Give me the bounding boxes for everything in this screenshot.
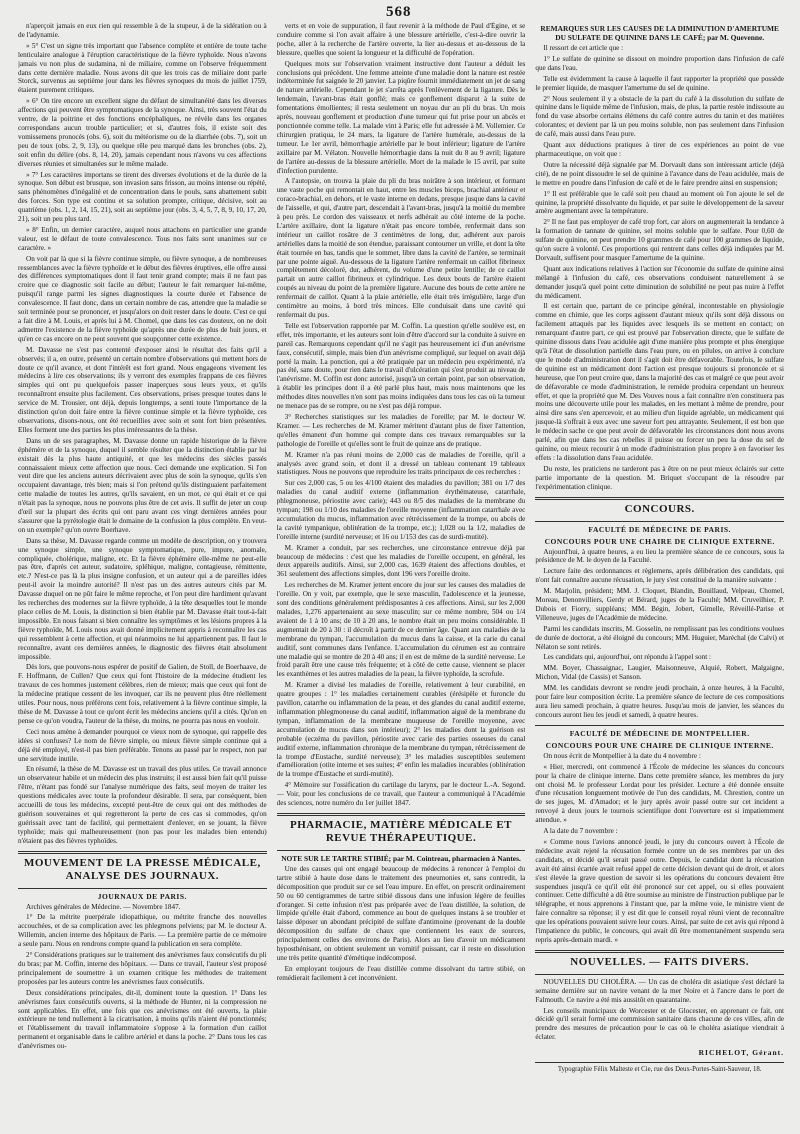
section-divider — [18, 888, 267, 889]
montpellier-concours-subheading: CONCOURS POUR UNE CHAIRE DE CLINIQUE INTERNE. — [545, 740, 774, 750]
section-divider — [535, 725, 784, 726]
paragraph: Les conseils municipaux de Worcester et de Glocester, en apprenant ce fait, ont décidé qu'il serait formé une commission sanitaire dans chacune de ces villes, afin de prendre des mesures de précaution pour le cas où le choléra asiatique viendrait à éclater. — [535, 1006, 785, 1042]
paragraph: M. Marjolin, président; MM. J. Cloquet, Blandin, Bouillaud, Velpeau, Chomel, Moreau, Denonvilliers, Gerdy et Bérard, juges de la Faculté; MM. Cruveilhier, P. Dubois et Fiorry, suppléans; MM. Bégin, Jobert, Gimelle, Réveillé-Parise et Villeneuve, juges de l'Académie de médecine. — [535, 587, 785, 622]
paragraph: En résumé, la thèse de M. Davasse est un travail des plus utiles. Ce travail annonce un observateur habile et un médecin des plus instruits; il est aussi bien fait qu'il puisse l'être, n'étant pas fondé sur l'analyse numérique des faits, seul moyen de traiter les questions médicales avec toute la profondeur désirable. Il sera, par conséquent, bien accueilli de tous les médecins, excepté peut-être de ceux qui ont des méthodes de guérison souveraines et qui regretteront la perte de ces cas si commodes, qu'on guérissait avec tant de facilité, qui permettaient d'enlever, en se jouant, la fièvre typhoïde; mais qui malheureusement (non pas pour les malades bien entendu) n'étaient pas des fièvres typhoïdes. — [18, 765, 267, 845]
left-column — [18, 22, 267, 1073]
paragraph: Du reste, les praticiens ne tarderont pas à être on ne peut mieux éclairés sur cette partie importante de la question. M. Briquet s'occupant de la résoudre par l'expérimentation clinique. — [535, 464, 785, 491]
section-divider — [535, 974, 784, 975]
paragraph: 2° Nous seulement il y a obstacle de la part du café à la dissolution du sulfate de quinine dans le liquide même de l'infusion, mais, de plus, la partie restée indissoute au fond du vase absorbe certains élémens du café contre autres du tanin et des matières colorantes; et devient par là un peu moins soluble, non pas seulement dans l'infusion de café, mais aussi dans l'eau pure. — [535, 94, 785, 139]
paragraph: En employant toujours de l'eau distillée comme dissolvant du tartre stibié, on remédierait facilement à cet inconvénient. — [276, 964, 526, 982]
section-divider — [277, 850, 526, 851]
paragraph: 3° Recherches statistiques sur les maladies de l'oreille; par M. le docteur W. Kramer. — Les recherches de M. Kramer méritent d'autant plus de fixer l'attention, qu'elles émanent d'un homme qui compte dans ces travaux remarquables sur la pathologie de l'oreille et qu'elles sont le fruit de quinze ans de pratique. — [276, 412, 526, 448]
paragraph: Lecture faite des ordonnances et règlemens, après délibération des candidats, qui n'ont fait connaître aucune récusation, le jury s'est constitué de la manière suivante : — [535, 567, 785, 585]
paragraph: 1° Le sulfate de quinine se dissout en moindre proportion dans l'infusion de café que dans l'eau. — [535, 54, 785, 72]
paragraph: 4° Mémoire sur l'ossification du cartilage du larynx, par le docteur L.-A. Segond. — Voir, pour les conclusions de ce travail, que l'auteur a communiqué à l'Académie des sciences, notre numéro du 1er juillet 1847. — [276, 781, 526, 808]
paragraph: Il est certain que, partant de ce principe général, incontestable en physiologie comme en chimie, que les corps agissent d'autant mieux qu'ils sont déjà dissous ou facilement attaqués par les liquides avec lesquels ils se mettent en contact; on remarquant d'autre part, ce qui est prouvé par l'observation directe, que le sulfate de quinine dissous dans l'eau acidulée agit d'une manière plus prompte et plus énergique qu'à l'état de dissolution partielle dans l'eau pure, ou en pilules, on arrive à conclure que le mode d'administration dont il s'agit doit être défavorable. Toutefois, le sulfate de quinine est un médicament dont l'action est presque toujours si prononcée et si heureuse, que l'on peut croire que, dans la majorité des cas et malgré ce que peut avoir de défavorable ce mode d'administration, le remède produira cependant un heureux effet, et que la propriété que M. Des Vouves nous a fait connaître n'en constituera pas moins une découverte utile pour les malades, en les mettant à même de prendre, pour ainsi dire sans s'en apercevoir, et au milieu d'un liquide agréable, un médicament qui jusque-là s'offrait à eux avec une saveur fort peu attrayante. Seulement, il est bon que le médecin sache ce que peut avoir de défavorable les circonstances dont nous avons parlé, afin que dans les cas rebelles il puisse ou forcer un peu la dose du sel de quinine, ou mieux recourir à un mode d'administration plus propre à en favoriser les effets : la dissolution dans l'eau acidulée. — [535, 302, 785, 462]
paragraph: A la date du 7 novembre : — [543, 827, 618, 836]
paragraph: Ceci nous amène à demander pourquoi ce vieux nom de synoque, qui rappelle des idées si confuses? Le nom de fièvre simple, ou mieux fièvre simple continue qui a déjà été employé, n'est-il pas bien préférable. Tenons au passé par le respect, non par une servitude inutile. — [18, 727, 267, 763]
section-title-nouvelles: NOUVELLES. — FAITS DIVERS. — [570, 955, 750, 968]
paragraph: » 6° On tire encore un excellent signe du défaut de simultanéité dans les diverses affections qui peuvent être symptomatiques de la synoque. Ainsi, très souvent l'état du ventre, de la poitrine et des fonctions encéphaliques, ne révèle dans les organes correspondans aucun trouble particulier; et si, d'autres fois, il existe soit des vomissemens pronocés (obs. 6), soit du météorisme ou de la diarrhée (obs. 7), soit un peu de toux (obs. 2, 9, 13), ou quelque rêle peu marqué dans les bronches (obs. 2), soit enfin du délire (obs. 8, 14, 20), jamais cependant nous n'avons vu ces affections diverses réunies et simultanées sur le même malade. — [18, 97, 267, 168]
paragraph: Outre la nécessité déjà signalée par M. Dorvault dans son intéressant article (déjà cité), de ne point dissoudre le sel de quinine à l'avance dans de l'eau acidulée, mais de le mettre en poudre dans l'infusion de café et de le faire prendre ainsi en suspension; — [535, 160, 785, 187]
paragraph: MM. les candidats devront se rendre jeudi prochain, à onze heures, à la Faculté, pour faire leur composition écrite. La première séance de lecture de ces compositions aura lieu samedi prochain, à quatre heures. Jusqu'au mois de janvier, les séances du concours auront lieu les jeudi et samedi, à quatre heures. — [535, 684, 785, 719]
columns — [18, 22, 784, 1073]
paragraph: verts et en voie de suppuration, il faut revenir à la méthode de Paul d'Égine, et se conduire comme si l'on avait affaire à une blessure artérielle, c'est-à-dire ouvrir la poche, aller à la recherche de l'artère ouverte, la lier au-dessus et au-dessous de la blessure, quelles que soient la longueur et la difficulté de l'opération. — [276, 22, 526, 57]
paragraph: 2° Considérations pratiques sur le traitement des anévrismes faux consécutifs du pli du bras; par M. Coffin, interne des hôpitaux. — Dans ce travail, l'auteur s'est proposé principalement de soumettre à un examen critique les méthodes de traitement proposées par les auteurs contre les anévrismes faux consécutifs. — [18, 951, 267, 986]
paragraph: Deux considérations principales, dit-il, dominent toute la question. 1° Dans les anévrismes faux consécutifs ouverts, si la méthode de Hunter, ni la compression ne sont applicables. En effet, une fois que ces anévrismes ont été ouverts, la plaie extérieure ne tend nullement à la cicatrisation, à moins qu'ils n'aient été ponctionnés; et l'établissement du travail inflammatoire s'oppose à la formation d'un caillot permanent et organisable dans le calibre artériel et dans la poche. 2° Dans tous les cas d'anévrismes ou- — [18, 988, 267, 1051]
journaux-heading: JOURNAUX DE PARIS. — [97, 891, 187, 901]
paragraph: Les candidats qui, aujourd'hui, ont répondu à l'appel sont : — [543, 653, 712, 662]
section-divider — [18, 851, 267, 854]
paragraph: Les recherches de M. Kramer jettent encore du jour sur les causes des maladies de l'oreille. On y voit, par exemple, que le sexe masculin, l'adolescence et la jeunesse, sont des conditions généralement prédisposantes à ces affections. Ainsi, sur les 2,000 malades, 1,276 appartenaient au sexe masculin; sur ce même nombre, 504 ou 1/4 avaient de 1 à 10 ans; de 10 à 20 ans, le nombre était un peu moins considérable. Il augmentait de 20 à 30 : il décroît à partir de ce dernier âge. Quant aux maladies de la membrane du tympan, l'accumulation du mucus dans la caisse, et la carie du canal auditif, sont communes dans l'enfance. L'accumulation du cérumen est au contraire une maladie qui se montre de 20 à 40 ans; il en est de même de la surdité nerveuse. Le froid paraît être une cause très fréquente; et à côté de cette cause, viennent se placer les exanthèmes et les autres maladies de la peau, la fièvre typhoïde, la scrofule. — [276, 581, 526, 679]
archives-heading: Archives générales de Médecine. — Novembre 1847. — [26, 902, 181, 911]
paragraph: » 8° Enfin, un dernier caractère, auquel nous attachons en particulier une grande valeur, est le défaut de toute convalescence. Tous nos faits sont unanimes sur ce caractère. » — [18, 225, 267, 252]
paragraph: 1° Il est préférable que le café soit peu chaud au moment où l'on ajoute le sel de quinine, la propriété dissolvante du liquide, et par suite le développement de la saveur amère augmentant avec la température. — [535, 189, 785, 216]
paragraph: Quelques mots sur l'observation vraiment instructive dont l'auteur a déduit les conclusions qui précèdent. Une femme atteinte d'une maladie dont la nature est restée indéterminée fut saignée le 20 janvier. La piqûre fournit immédiatement un jet de sang de nature artérielle. Cependant le jet s'arrêta après l'enlèvement de la ligature. Dès le lendemain, l'avant-bras était gonflé; mais ce gonflement disparut à la suite de fomentations émollientes; il resta seulement un noyau dur au pli du bras. Un mois après, nouveau gonflement et production d'une tumeur qui fut prise pour un abcès et ponctionnée comme telle. La malade vint à Paris; elle fut adressée à M. Vollemier. Ce chirurgien pratiqua, le 24 mars, la ligature de l'artère humérale, au-dessus de la tumeur. Le 1er avril, hémorrhagie artérielle par le bout inférieur; ligature de l'artère axillaire par M. Vélaton. Nouvelle hémorrhagie dans la nuit du 8 au 9 avril; ligature de l'artère au-dessus de la blessure artérielle. Mort de la malade le 15 avril, par suite d'infection purulente. — [276, 59, 526, 175]
paragraph: NOUVELLES DU CHOLÉRA. — Un cas de choléra dit asiatique s'est déclaré la semaine dernière sur un navire venant de la mer Noire et à l'ancre dans le port de Falmouth. Ce navire a été mis aussitôt en quarantaine. — [535, 977, 785, 1004]
paragraph: Il ressort de cet article que : — [543, 44, 624, 52]
paragraph: M. Kramer a conduit, par ses recherches, une circonstance entrevue déjà par beaucoup de médecins : c'est que les maladies de l'oreille occupent, en général, les deux appareils auditifs. Ainsi, sur 2,000 cas, 1639 étaient des affections doubles, et 361 seulement des affections simples, dont 196 vers l'oreille droite. — [276, 543, 526, 579]
left-paragraphs — [18, 22, 267, 846]
paragraph: n'aperçoit jamais en eux rien qui ressemble à de la stupeur, à de la sidération ou à de l'adynamie. — [18, 22, 267, 39]
paragraph: « Comme nous l'avions annoncé jeudi, le jury du concours ouvert à l'École de médecine avait rejeté la récusation formée contre un de ses membres par un des candidats, et décidé qu'il serait passé outre. Depuis, le candidat dont la récusation avait été ainsi écartée avait refusé appel de cette décision devant qui de droit, et alors s'est élevée la grave question de savoir si les opérations du concours devaient être suspendues jusqu'à ce qu'il eût été prononcé sur cet appel, ou si elles pouvaient continuer. Cette difficulté a dû être soumise au ministre de l'instruction publique par le télégraphe, et nous apprenons à l'instant que, par la même voie, le ministre vient de faire connaître sa réponse; il y est dit que le conseil royal réuni vient de reconnaître que les opérations pouvaient suivre leur cours. Ainsi, par suite de cet avis qui répond à l'impatience du public, le concours, qui avait dû être momentanément suspendu sera repris après-demain mardi. » — [535, 837, 785, 944]
footer-divider — [535, 1062, 784, 1063]
paragraph: M. Kramer n'a pas réuni moins de 2,000 cas de maladies de l'oreille, qu'il a analysés avec grand soin, et dont il a dressé un tableau contenant 19 tableaux statistiques. Nous ne pouvons que reproduire les traits principaux de ces recherches : — [276, 450, 526, 477]
paragraph: Une des causes qui ont engagé beaucoup de médecins à renoncer à l'emploi du tartre stibié à haute dose dans le traitement des pneumonies et, sans contredit, la décomposition que produit sur ce sel l'eau impure. En effet, on prescrit ordinairement 50 ou 60 centigrammes de tartre stibié dissous dans une infusion légère de feuilles d'oranger. Si cette infusion n'est pas préparée avec de l'eau distillée, la solution, de limpide qu'elle était d'abord, commence au bout de quelques instans à se troubler et laisse déposer un abondant précipité de sulfate d'antimoine (provenant de la double décomposition du sulfate de chaux que contiennent les eaux de sources, principalement celles des environs de Paris). Alors au lieu d'avoir un médicament hyposthénisant, on obtient seulement un vomitif puissant, car il reste en dissolution une très petite quantité d'émétique indécomposé. — [276, 864, 526, 962]
right-column — [535, 22, 784, 1073]
paragraph: Dès lors, que pouvons-nous espérer de positif de Galien, de Stoll, de Boerhaave, de F. Hoffmann, de Cullen? Que ceux qui font l'histoire de la médecine étudient les travaux de ces hommes justement célèbres, rien de mieux; mais que ceux qui font de la médecine pratique cessent de les invoquer, car ils ne peuvent plus être réellement utiles. Pour nous, nous préférons cent fois, relativement à la fièvre continue simple, la thèse de M. Davasse à tout ce qu'ont écrit les médecins anciens qu'il a cités. Qu'on en pense ce qu'on voudra, l'auteur de la thèse, du moins, ne pourra pas nous en vouloir. — [18, 663, 267, 725]
paragraph: Dans sa thèse, M. Davasse regarde comme un modèle de description, on y trouvera une synoque simple, une synoque symptomatique, pure, impure, anomale, compliquée, cholérique, maligne, etc. Et la fièvre éphémère elle-même ne peut-elle pas être, d'après cet auteur, sudatoire, spléhique, maligne, contagieuse, rémittente, etc.? N'est-ce pas là la plus insigne confusion, et un auteur qui a de pareilles idées peut-il avoir la moindre autorité? Il n'est pas un des autres auteurs cités par M. Davasse duquel on ne pût faire le même reproche, et l'on peut dire hardiment qu'avant les recherches des modernes sur la fièvre typhoïde, à la tête desquelles tout le monde place celles de M. Louis, la distinction si bien établie par M. Davasse était tout-à-fait impossible. En nous faisant si bien connaître les symptômes et les lésions propres à la fièvre typhoïde, M. Louis nous avait donné implicitement appris à reconnaître les cas qui ressemblent à cette affection, et qui néanmoins ne lui appartiennent pas. Il faut le reconnaître, avant ces dernières années, le diagnostic des fièvres était absolument impossible. — [18, 536, 267, 661]
paragraph: Parmi les candidats inscrits, M. Gosselin, ne remplissant pas les conditions voulues de durée de doctorat, a été éloigné du concours; MM. Huguier, Maréchal (de Calvi) et Nélaton se sont retirés. — [535, 624, 785, 651]
paragraph: Telle est évidemment la cause à laquelle il faut rapporter la propriété que possède le premier liquide, de masquer l'amertume du sel de quinine. — [535, 74, 785, 92]
paragraph: Quant aux déductions pratiques à tirer de ces expériences au point de vue pharmaceutique, on voit que : — [535, 141, 785, 158]
paragraph: » 7° Les caractères importans se tirent des diverses évolutions et de la durée de la synoque. Son début est brusque, son invasion sans frisson, au moins intense ou répété, sans phénomènes d'inégalité et de concentration dans le pouls, sans abattement subit des forces. Son type est continu et sa solution prompte, critique, décisive, soit au quatrième (obs. 1, 2, 14, 15, 21), soit au septième jour (obs. 3, 4, 5, 7, 8, 9, 10, 17, 20, 21), soit un peu plus tard. — [18, 170, 267, 224]
paragraph: Sur ces 2,000 cas, 5 ou les 4/100 étaient des maladies du pavillon; 381 ou 1/7 des maladies du canal auditif externe (inflammation érythémateuse, catarrhale, phlegmoneuse, périostite avec carie); 443 ou 8/5 des maladies de la membrane du tympan; 198 ou 1/10 des maladies de l'oreille moyenne (inflammation catarrhale avec accumulation du mucus, inflammation avec rétrécissement de la trompe, ou abcès de la cavité tympanique, oblitération de la trompe, etc.); 1,028 ou la 1/2, maladies de l'oreille interne (surdité nerveuse; et 16 ou 1/153 des cas de surdi-mutité). — [276, 479, 526, 541]
montpellier-faculty-heading: FACULTÉ DE MÉDECINE DE MONTPELLIER. — [569, 728, 750, 738]
paris-concours-subheading: CONCOURS POUR UNE CHAIRE DE CLINIQUE EXTERNE. — [544, 536, 775, 546]
paragraph: 2° Il ne faut pas employer de café trop fort, car alors on augmenterait la tendance à la formation de tannate de quinine, sel moins soluble que le sulfate. Pour 0,60 de sulfate de quinine, on peut prendre 10 grammes de café pour 100 grammes de liquide, qu'on sucre à volonté. Ces proportions qui rentrent dans celles déjà indiquées par M. Dorvault, suffisent pour masquer l'amertume de la quinine. — [535, 218, 785, 262]
paragraph: M. Kramer a divisé les maladies de l'oreille, relativement à leur curabilité, en quatre groupes : 1° les maladies certainement curables (érésipèle et furoncle du pavillon, catarrhe ou inflammation de la peau, et des glandes du canal auditif externe, inflammation phlegmoneuse du canal auditif, inflammation aiguë de la membrane du tympan, inflammation de la membrane muqueuse de l'oreille moyenne, avec accumulation de mucus dans son intérieur); 2° les maladies dont la guérison est probable (eczéma du pavillon, périostite avec carie des parties osseuses du canal auditif externe, inflammation chronique de la membrane du tympan, rétrécissement de la trompe d'Eustache, surdité nerveuse); 3° les maladies susceptibles seulement d'amélioration (otite interne et ses suites; 4° enfin les maladies incurables (oblitération de la trompe d'Eustache et surdi-mutité). — [276, 681, 526, 779]
paragraph: « Hier, mercredi, ont commencé à l'École de médecine les séances du concours pour la chaire de clinique interne. Dans cette première séance, les membres du jury ont choisi M. le professeur Lordat pour les présider. Lecture a été donnée ensuite d'une récusation longuement motivée de l'un des candidats, M. Chrestien, contre un de ses juges, M. d'Amador; et le jury après avoir passé outre sur cet incident a renvoyé à deux jours le tournois scientifique dont l'ouverture est si impatiemment attendue. » — [535, 762, 785, 825]
section-divider — [535, 950, 784, 953]
paragraph: MM. Boyer, Chassaignac, Laugier, Maisonneuve, Alquié, Robert, Malgaigne, Michon, Vidal (de Cassis) et Sanson. — [535, 664, 785, 682]
remarques-title: REMARQUES SUR LES CAUSES DE LA DIMINUTION D'AMERTUME DU SULFATE DE QUININE DANS LE CAFÉ; par M. Quevenne. — [540, 24, 779, 42]
signature: RICHELOT, Gérant. — [698, 1048, 785, 1058]
imprint-line: Typographie Félix Malteste et Cie, rue des Deux-Portes-Saint-Sauveur, 18. — [557, 1066, 762, 1074]
page-number: 568 — [386, 4, 412, 20]
paragraph: On voit par là que si la fièvre continue simple, ou fièvre synoque, a de nombreuses ressemblances avec la fièvre typhoïde et le début des fièvres éruptives, elle offre aussi des différences symptomatiques dont il faut tenir grand compte; mais il ne faut pas croire que ce diagnostic soit facile au début; l'auteur le fait remarquer lui-même, puisqu'il range parmi les signes diagnostiques la courte durée et l'absence de convalescence. Il faut donc, dans un certain nombre de cas, attendre que la maladie se soit terminée pour se prononcer, et jusqu'alors on doit rester dans le doute. C'est ce qui a fait dire à M. Louis, et après lui à M. Chomel, que dans les cas douteux, on ne doit admettre l'existence de la fièvre typhoïde qu'après une durée de plus de huit jours, et qu'en ce cas encore on ne peut souvent que soupçonner cette existence. — [18, 254, 267, 343]
paragraph: M. Davasse ne s'est pas contenté d'exposer ainsi le résultat des faits qu'il a observés; il a, en outre, présenté un certain nombre d'observations qui mettent hors de doute ce qu'il avance, et dont l'intérêt est fort grand. Nous engageons vivement les médecins à lire ces observations; ils y verront des exemples frappans de ces fièvres simples qui ont pu quelquefois passer inaperçues sous leurs yeux, et qu'ils reconnaîtront ensuite plus facilement. Ces observations, prises presque toutes dans le service de M. Trousier, ont déjà, depuis longtemps, a senti toute l'importance de la distinction qu'on doit faire entre la fièvre continue simple et la fièvre typhoïde, ces observations, disons-nous, ont été recueillies avec soin et sont fort bien présentées. Elles forment une des parties les plus intéressantes de la thèse. — [18, 345, 267, 434]
section-divider — [535, 521, 784, 522]
paragraph: Aujourd'hui, à quatre heures, a eu lieu la première séance de ce concours, sous la présidence de M. le doyen de la Faculté. — [535, 547, 785, 565]
paragraph: Telle est l'observation rapportée par M. Coffin. La question qu'elle soulève est, en effet, très importante, et les auteurs sont loin d'être d'accord sur la conduite à suivre en pareil cas. Remarquons cependant qu'il ne s'agit pas heureusement ici d'un anévrisme faux, consécutif, simple, mais bien d'un anévrisme compliqué, sur lequel on avait déjà porté la main. La ponction, qui a été pratiquée par un médecin peu expérimenté, n'a pas été, sans doute, pour rien dans le travail d'ulcération qui s'est produit au niveau de l'anévrisme. M. Coffin est donc autorisé, jusqu'à un certain point, par son observation, à établir les principes dont il a été parlé plus haut, mais nous maintenons que les méthodes dites nouvelles n'en sont pas moins indiquées dans tous les cas où la tumeur ne menace pas de se rompre, ou ne s'est pas déjà rompue. — [276, 321, 526, 411]
paragraph: Quant aux indications relatives à l'action sur l'économie du sulfate de quinine ainsi mélangé à l'infusion du café, ces observations conduisent naturellement à se demander jusqu'à quel point cette diminution de solubilité ne peut pas nuire à l'effet du médicament. — [535, 264, 785, 300]
middle-column — [277, 22, 526, 1073]
section-divider — [277, 813, 526, 816]
section-divider — [535, 497, 784, 500]
section-title-pharmacie: PHARMACIE, MATIÈRE MÉDICALE ET REVUE THÉRAPEUTIQUE. — [290, 818, 512, 844]
section-title-mouvement: MOUVEMENT DE LA PRESSE MÉDICALE, ANALYSE DES JOURNAUX. — [23, 856, 261, 882]
paragraph: » 5° C'est un signe très important que l'absence complète et entière de toute tache lenticulaire analogue à l'éruption caractéristique de la fièvre typhoïde. Nous n'avons jamais vu non plus de sudamina, ni de miliaire, comme on l'observe fréquemment dans cette dernière maladie. Nous avons dit que les trois cas de miliaire dont parle Storck, survenus au septième jour dans les fièvres synoques du mois de juillet 1759, étaient purement critiques. — [18, 41, 267, 95]
paris-faculty-heading: FACULTÉ DE MÉDECINE DE PARIS. — [588, 524, 731, 534]
paragraph: 1° De la métrite puerpérale idiopathique, ou métrite franche des nouvelles accouchées, et de sa complication avec les phlegmons pelviens; par M. le docteur A. Willemin, ancien interne des hôpitaux de Paris. — La première partie de ce mémoire a seule paru. Nous en rendrons compte quand la publication en sera complète. — [18, 913, 267, 949]
paragraph: A l'autopsie, on trouva la plaie du pli du bras noirâtre à son intérieur, et formant une vaste poche qui remontait en haut, entre les muscles biceps, brachial antérieur et coraco-brachial, en dehors, et le vaste interne en dedans, presque jusque dans la cavité de l'aisselle, et qui, d'autre part, descendait à l'avant-bras, jusqu'à la moitié du membre à peu près. Le cordon des vaisseaux et nerfs adhérait au côté interne de la poche. L'artère axillaire, dont la ligature n'était pas encore tombée, renfermait dans son intérieur un caillot rosâtre de 3 centimètres de long, dur, adhérent aux parois artérielles dans la moitié de son étendue, paraissant contourner un vrille, et dont la tête était tournée en bas, tandis que le sommet, libre dans la cavité de l'artère, se terminait par une pointe aiguë. Au-dessous de la ligature l'artère renfermait un caillot fibrineux complètement décoloré, dur, adhérent, du volume d'une petite lentille; de ce caillot partait un autre caillot fibrineux et cylindrique. Les deux bouts de l'artère étaient coupés au niveau du point de la première ligature. Aucune des bouts de cette artère ne renfermait de caillot. Quant à la plaie artérielle, elle était très irrégulière, large d'un centimètre au moins, à bord très minces. Elle conduisait dans une cavité qui renfermait du pus. — [276, 177, 526, 319]
note-title: NOTE SUR LE TARTRE STIBIÉ; par M. Cointreau, pharmacien à Nantes. — [281, 853, 521, 863]
section-title-concours: CONCOURS. — [624, 502, 695, 515]
paragraph: On nous écrit de Montpellier à la date du 4 novembre : — [543, 751, 701, 760]
paragraph: Dans un de ses paragraphes, M. Davasse donne un rapide historique de la fièvre éphémère et de la synoque, duquel il semble résulter que la distinction établie par lui existait dès la plus haute antiquité, et que les médecins des siècles passés connaissaient mieux cette affection que nous. Ceci demande une explication. Si l'on veut dire que les anciens auteurs décrivaient avec plus de soin la synoque, qu'ils s'en occupaient davantage, très bien; mais si l'on prétend qu'ils distinguaient parfaitement cette maladie de toutes les autres, qu'ils savaient, en un mot, ce qui était et ce qui n'était pas la synoque, nous ne pouvons plus être de cet avis. Il suffit de jeter un coup d'œil sur la plupart des écrits qui ont paru avant ces vingt dernières années pour s'assurer que la pyrétologie était le domaine de la confusion la plus complète. En veut-on un exemple? qu'on ouvre Boerhave. — [18, 436, 267, 534]
